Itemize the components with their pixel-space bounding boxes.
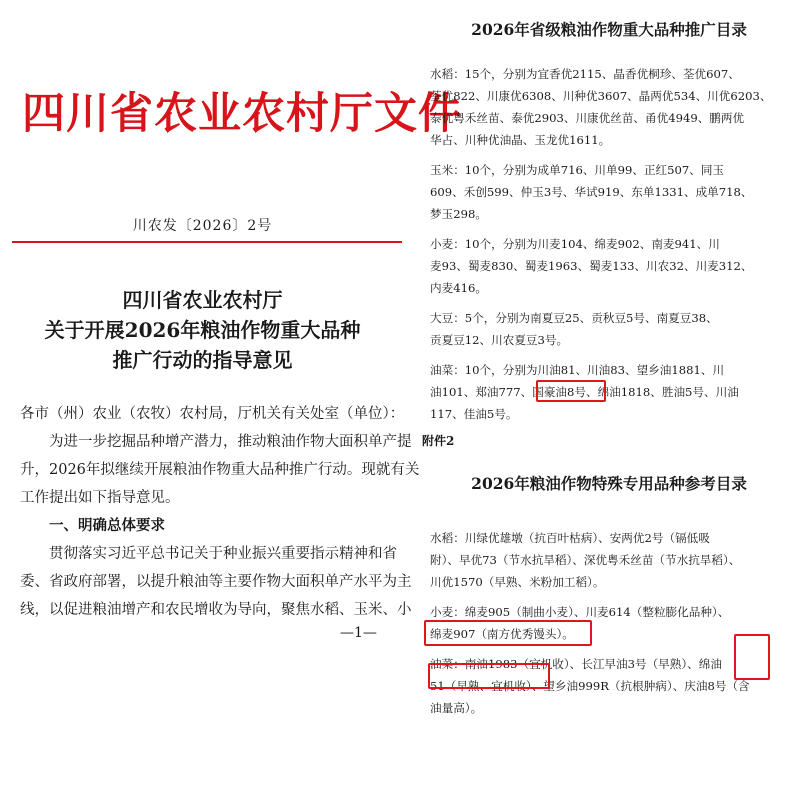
catalog-line: 附）、早优73（节水抗旱稻）、深优粤禾丝苗（节水抗旱稻）、 [430,553,741,567]
body-line: 线，以促进粮油增产和农民增收为导向，聚焦水稻、玉米、小 [20,602,412,618]
catalog-line: 华占、川种优油晶、玉龙优1611。 [430,133,611,147]
catalog-line: 内麦416。 [430,281,487,295]
body-line: 工作提出如下指导意见。 [20,490,180,506]
catalog-line: 贡夏豆12、川农夏豆3号。 [430,333,569,347]
catalog-line: 油量高）。 [430,701,483,715]
body-line: 升，2026年拟继续开展粮油作物重大品种推广行动。现就有关 [20,462,420,478]
catalog-line: 小麦：10个，分别为川麦104、绵麦902、南麦941、川 [430,237,720,251]
section-heading: 一、明确总体要求 [20,517,165,534]
catalog-line: 水稻：川绿优雄墩（抗百叶枯病）、安两优2号（镉低吸 [430,531,710,545]
special-catalog-title: 2026年粮油作物特殊专用品种参考目录 [471,474,747,493]
catalog-line: 609、禾创599、仲玉3号、华试919、东单1331、成单718、 [430,185,753,199]
highlight-box [536,380,606,402]
document-title-line-2: 关于开展2026年粮油作物重大品种 [44,318,361,342]
catalog-title: 2026年省级粮油作物重大品种推广目录 [471,20,747,39]
catalog-line: 水稻：15个，分别为宜香优2115、晶香优桐珍、荃优607、 [430,67,740,81]
document-title-line-3: 推广行动的指导意见 [112,348,293,372]
masthead-title: 四川省农业农村厅文件 [22,89,462,139]
catalog-line: 玉米：10个，分别为成单716、川单99、正红507、同玉 [430,163,725,177]
catalog-line: 川优1570（早熟、米粉加工稻）。 [430,575,605,589]
document-appendix-page [418,0,800,800]
catalog-line: 51（早熟、宜机收）、望乡油999R（抗根肿病）、庆油8号（含 [430,679,750,693]
catalog-line: 油菜：南油1983（宜机收）、长江早油3号（早熟）、绵油 [430,657,722,671]
page-number: —1— [340,625,377,641]
catalog-line: 麦93、蜀麦830、蜀麦1963、蜀麦133、川农32、川麦312、 [430,259,753,273]
red-divider-line [12,241,402,243]
highlight-box [734,634,770,680]
catalog-line: 绵麦907（南方优秀馒头）。 [430,627,574,641]
catalog-line: 油菜：10个，分别为川油81、川油83、望乡油1881、川 [430,363,725,377]
catalog-line: 梦玉298。 [430,207,487,221]
catalog-line: 117、佳油5号。 [430,407,518,421]
catalog-line: 油101、郑油777、国豪油8号、绵油1818、胜油5号、川油 [430,385,739,399]
highlight-box [424,620,592,646]
annex-label: 附件2 [422,434,455,448]
highlight-box [428,663,550,689]
catalog-line: 小麦：绵麦905（制曲小麦）、川麦614（整粒膨化品种）、 [430,605,730,619]
body-line: 贯彻落实习近平总书记关于种业振兴重要指示精神和省 [20,546,397,562]
catalog-line: 大豆：5个，分别为南夏豆25、贡秋豆5号、南夏豆38、 [430,311,718,325]
catalog-line: 泰优粤禾丝苗、泰优2903、川康优丝苗、甬优4949、鹏两优 [430,111,745,125]
body-line: 各市（州）农业（农牧）农村局，厅机关有关处室（单位）： [20,406,405,422]
body-line: 为进一步挖掘品种增产潜力，推动粮油作物大面积单产提 [20,434,412,450]
document-number: 川农发〔2026〕2号 [132,218,273,234]
body-line: 委、省政府部署，以提升粮油等主要作物大面积单产水平为主 [20,574,412,590]
catalog-line: 荃优822、川康优6308、川种优3607、晶两优534、川优6203、 [430,89,772,103]
document-title-line-1: 四川省农业农村厅 [122,288,283,312]
